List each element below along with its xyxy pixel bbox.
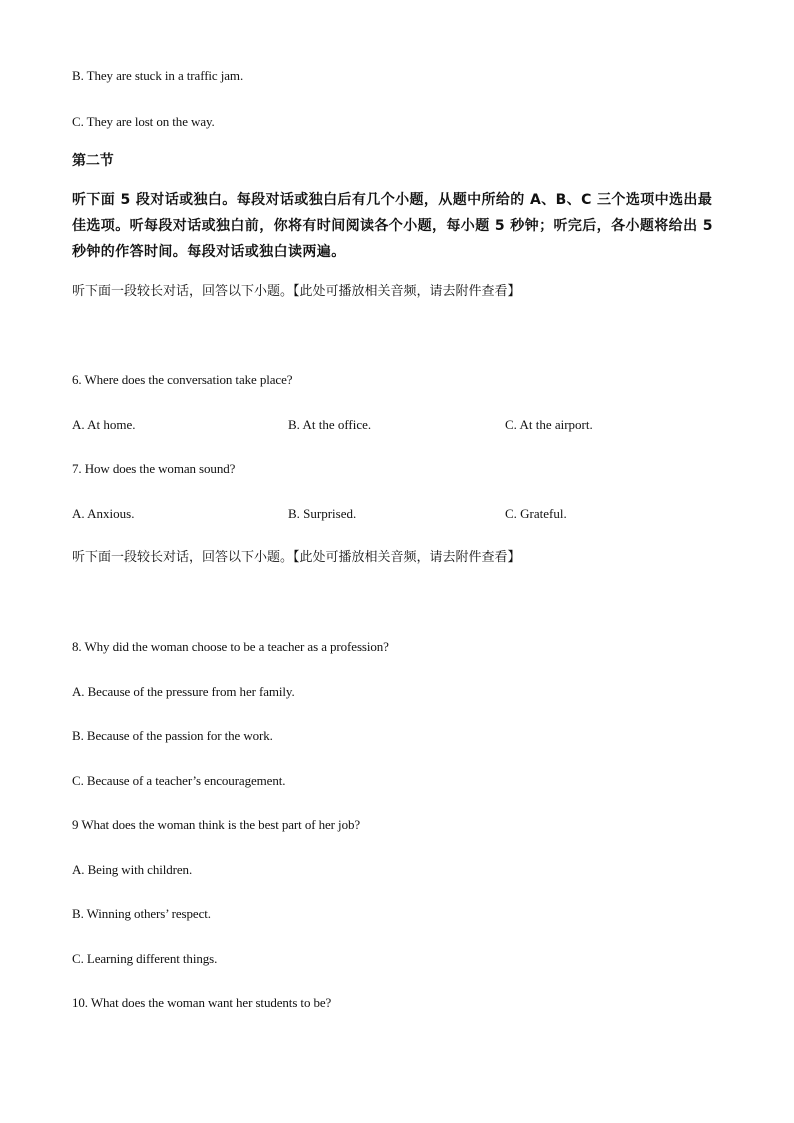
- q7-option-c: C. Grateful.: [505, 506, 567, 521]
- question-6: 6. Where does the conversation take place?: [72, 372, 293, 387]
- q6-option-c: C. At the airport.: [505, 417, 593, 432]
- prev-option-c: C. They are lost on the way.: [72, 114, 215, 129]
- question-9: 9 What does the woman think is the best part of her job?: [72, 817, 361, 832]
- question-7: 7. How does the woman sound?: [72, 461, 236, 476]
- q9-option-a: A. Being with children.: [72, 862, 193, 877]
- q7-option-a: A. Anxious.: [72, 506, 135, 521]
- section-heading: 第二节: [72, 153, 114, 169]
- q9-option-c: C. Learning different things.: [72, 951, 218, 966]
- dialogue-note-2: 听下面一段较长对话，回答以下小题。【此处可播放相关音频，请去附件查看】: [72, 550, 521, 565]
- q8-option-c: C. Because of a teacher’s encouragement.: [72, 773, 286, 788]
- prev-option-b: B. They are stuck in a traffic jam.: [72, 68, 244, 83]
- section-instructions: 听下面 5 段对话或独白。每段对话或独白后有几个小题，从题中所给的 A、B、C 三个选项中选出最佳选项。听每段对话或独白前，你将有时间阅读各个小题，每小题 5 秒钟；听完后，各小题将给出 5 秒钟的作答时间。每段对话或独白读两遍。: [72, 192, 713, 260]
- q8-option-b: B. Because of the passion for the work.: [72, 728, 273, 743]
- q8-option-a: A. Because of the pressure from her family.: [72, 684, 295, 699]
- q6-option-a: A. At home.: [72, 417, 136, 432]
- question-8: 8. Why did the woman choose to be a teacher as a profession?: [72, 639, 389, 654]
- question-10: 10. What does the woman want her students to be?: [72, 995, 332, 1010]
- q9-option-b: B. Winning others’ respect.: [72, 906, 211, 921]
- q7-option-b: B. Surprised.: [288, 506, 357, 521]
- dialogue-note-1: 听下面一段较长对话，回答以下小题。【此处可播放相关音频，请去附件查看】: [72, 284, 521, 299]
- q6-option-b: B. At the office.: [288, 417, 372, 432]
